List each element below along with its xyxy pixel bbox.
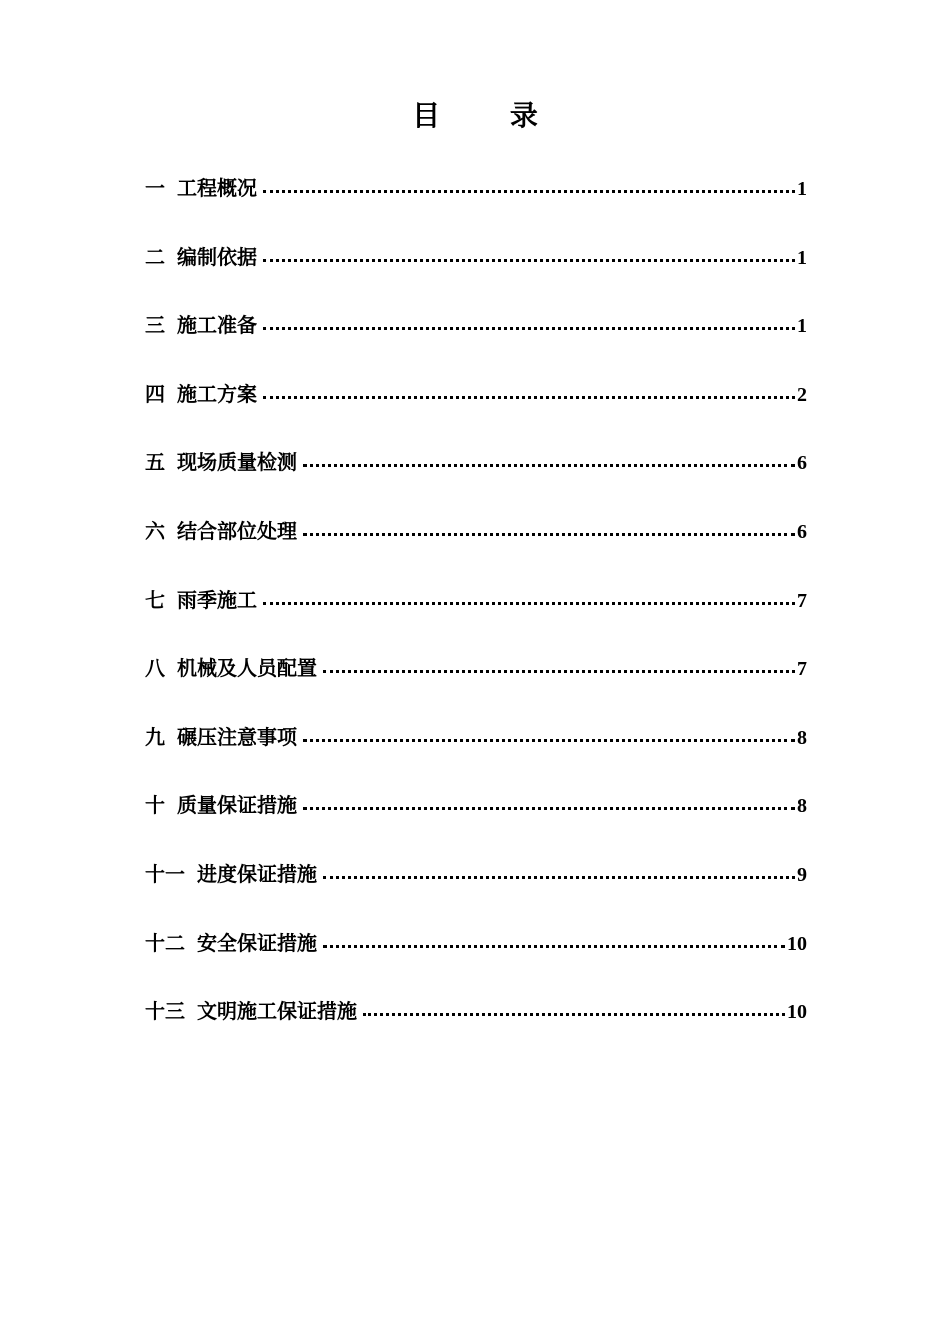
toc-entry-title: 结合部位处理 [177, 518, 297, 543]
dot-leader [263, 327, 795, 330]
dot-leader [323, 876, 795, 879]
toc-entry-page: 8 [797, 795, 807, 818]
toc-entry-title: 施工准备 [177, 313, 257, 338]
toc-entry-page: 1 [797, 315, 807, 338]
toc-entry-page: 1 [797, 246, 807, 269]
toc-entry[interactable] [145, 717, 807, 786]
toc-entry[interactable] [145, 442, 807, 511]
toc-list [145, 168, 807, 1060]
toc-entry-page: 7 [797, 589, 807, 612]
toc-entry[interactable] [145, 648, 807, 717]
toc-entry-page: 8 [797, 726, 807, 749]
dot-leader [263, 602, 795, 605]
toc-entry[interactable] [145, 923, 807, 992]
dot-leader [303, 533, 795, 536]
toc-entry-number: 二 [145, 244, 165, 269]
toc-entry-number: 一 [145, 176, 165, 200]
toc-entry-title: 质量保证措施 [177, 793, 297, 818]
toc-entry-page: 6 [797, 452, 807, 475]
toc-entry-number: 十 [145, 793, 165, 818]
toc-title: 目 录 [412, 99, 568, 132]
toc-entry-page: 6 [797, 520, 807, 543]
toc-entry-number: 十一 [145, 861, 185, 886]
toc-entry-number: 七 [145, 587, 165, 612]
dot-leader [323, 670, 795, 673]
toc-entry[interactable] [145, 237, 807, 306]
dot-leader [303, 739, 795, 742]
toc-entry-page: 1 [797, 178, 807, 200]
toc-entry-page: 2 [797, 383, 807, 406]
dot-leader [363, 1013, 785, 1016]
toc-entry-number: 十二 [145, 930, 185, 955]
toc-entry-title: 工程概况 [177, 176, 257, 200]
dot-leader [303, 807, 795, 810]
toc-entry[interactable] [145, 991, 807, 1060]
toc-entry-number: 十三 [145, 999, 185, 1024]
toc-entry-title: 现场质量检测 [177, 450, 297, 475]
toc-entry-number: 六 [145, 518, 165, 543]
toc-entry-title: 文明施工保证措施 [197, 999, 357, 1024]
dot-leader [263, 396, 795, 399]
toc-entry-number: 九 [145, 724, 165, 749]
toc-entry[interactable] [145, 511, 807, 580]
toc-entry[interactable] [145, 168, 807, 237]
toc-entry-title: 安全保证措施 [197, 930, 317, 955]
toc-entry[interactable] [145, 305, 807, 374]
toc-entry-number: 四 [145, 381, 165, 406]
toc-entry-number: 八 [145, 656, 165, 681]
toc-entry-title: 施工方案 [177, 381, 257, 406]
toc-entry[interactable] [145, 854, 807, 923]
toc-entry-number: 三 [145, 313, 165, 338]
toc-entry-title: 碾压注意事项 [177, 724, 297, 749]
dot-leader [263, 259, 795, 262]
dot-leader [303, 464, 795, 467]
toc-entry-page: 10 [787, 1001, 807, 1024]
toc-entry-title: 编制依据 [177, 244, 257, 269]
toc-entry[interactable] [145, 580, 807, 649]
dot-leader [323, 945, 785, 948]
dot-leader [263, 190, 795, 193]
toc-entry-page: 10 [787, 932, 807, 955]
toc-entry-title: 雨季施工 [177, 587, 257, 612]
toc-entry[interactable] [145, 374, 807, 443]
toc-entry-title: 进度保证措施 [197, 861, 317, 886]
toc-entry[interactable] [145, 785, 807, 854]
toc-entry-number: 五 [145, 450, 165, 475]
toc-entry-title: 机械及人员配置 [177, 656, 317, 681]
toc-entry-page: 7 [797, 658, 807, 681]
toc-entry-page: 9 [797, 863, 807, 886]
